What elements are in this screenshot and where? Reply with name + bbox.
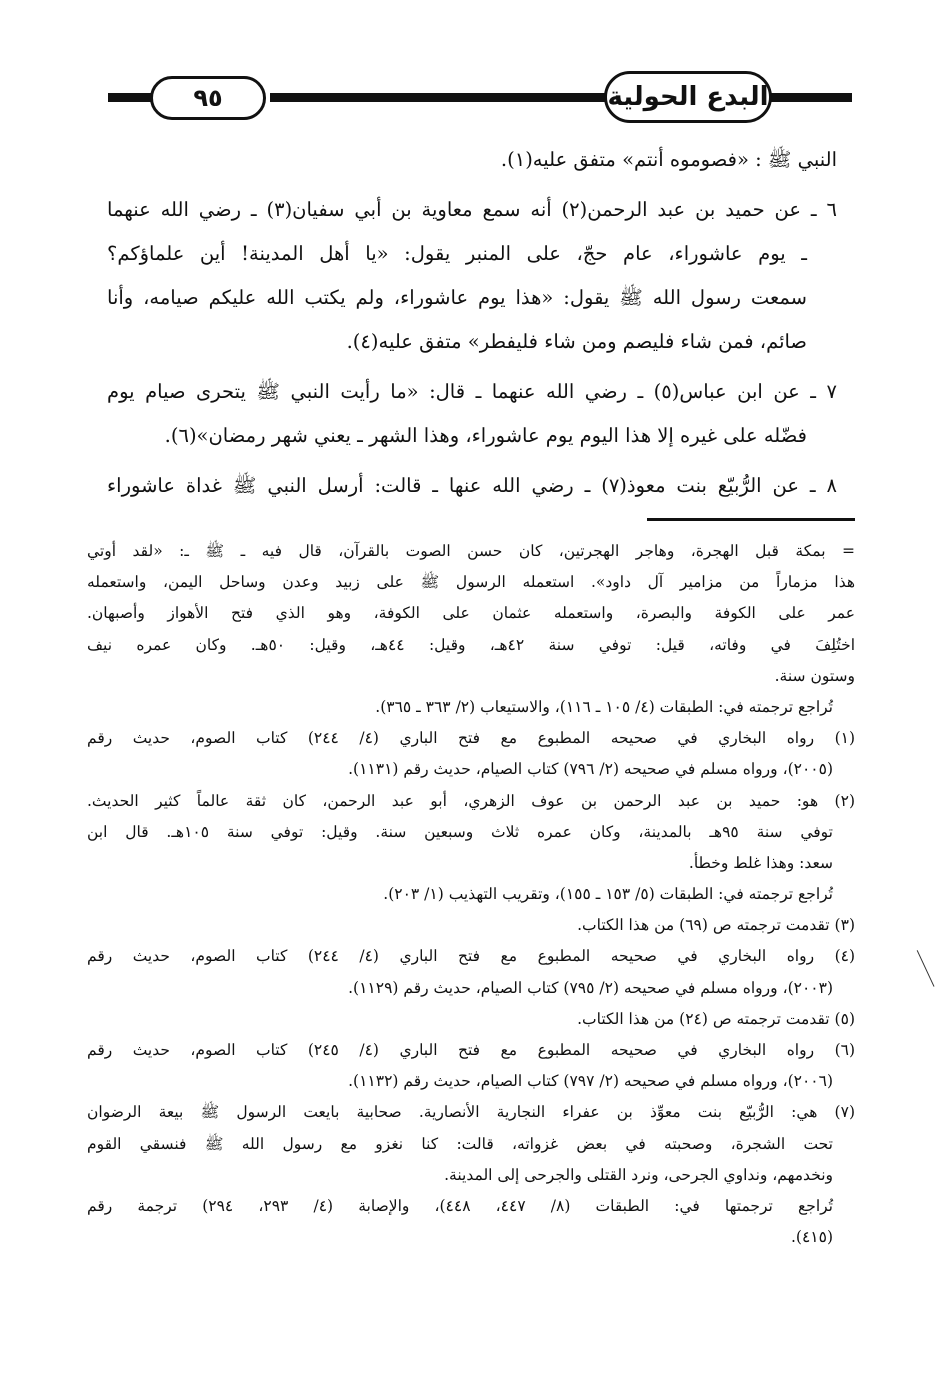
footnote-line: توفي سنة ٩٥هـ بالمدينة، وكان عمره ثلاث وسبعين سنة. وقيل: توفي سنة ١٠٥هـ. قال ابن xyxy=(87,822,833,841)
main-line: ٨ ـ عن الرُّبيّع بنت معوذ(٧) ـ رضي الله عنها ـ قالت: أرسل النبي ﷺ غداة عاشوراء xyxy=(107,474,837,497)
footnotes xyxy=(87,536,855,1253)
header-rule-left xyxy=(108,93,152,102)
running-header xyxy=(108,68,852,128)
footnote-line: = بمكة قبل الهجرة، وهاجر الهجرتين، كان حسن الصوت بالقرآن، قال فيه ـ ﷺ ـ: «لقد أوتي xyxy=(87,542,855,560)
footnote-line: (٣) تقدمت ترجمته ص (٦٩) من هذا الكتاب. xyxy=(577,916,855,935)
footnote-line: عمر على الكوفة والبصرة، واستعمله عثمان على الكوفة، وهو الذي فتح الأهواز وأصبهان. xyxy=(87,604,855,623)
footnote-line: (٧) هي: الرُّبيّع بنت معوِّذ بن عفراء النجارية الأنصارية. صحابية بايعت الرسول ﷺ بيعة الرضوان xyxy=(87,1103,855,1122)
main-line: ٦ ـ عن حميد بن عبد الرحمن(٢) أنه سمع معاوية بن أبي سفيان(٣) ـ رضي الله عنهما xyxy=(107,198,837,221)
header-rule-middle xyxy=(270,93,612,102)
footnote-line: (٢) هو: حميد بن عبد الرحمن بن عوف الزهري، أبو عبد الرحمن، كان ثقة عالماً كثير الحديث. xyxy=(87,791,855,810)
footnote-line: سعد: وهذا غلط وخطأ. xyxy=(688,853,833,872)
footnote-separator xyxy=(647,518,855,521)
main-line: سمعت رسول الله ﷺ يقول: «هذا يوم عاشوراء، ولم يكتب الله عليكم صيامه، وأنا xyxy=(107,286,807,309)
footnote-line: تُراجع ترجمته في: الطبقات (٤/ ١٠٥ ـ ١١٦)، والاستيعاب (٢/ ٣٦٣ ـ ٣٦٥). xyxy=(375,697,833,716)
main-line: النبي ﷺ : «فصوموه أنتم» متفق عليه(١). xyxy=(500,148,837,171)
main-text xyxy=(107,138,837,508)
main-line: صائم، فمن شاء فليصم ومن شاء فليفطر» متفق عليه(٤). xyxy=(346,330,807,353)
main-line: فضّله على غيره إلا هذا اليوم يوم عاشوراء، وهذا الشهر ـ يعني شهر رمضان»(٦). xyxy=(164,424,807,447)
header-rule-right xyxy=(770,93,852,102)
scan-mark xyxy=(917,949,937,987)
footnote-line: (٢٠٠٣)، ورواه مسلم في صحيحه (٢/ ٧٩٥) كتاب الصيام، حديث رقم (١١٢٩). xyxy=(348,978,833,997)
footnote-line: (٦) رواه البخاري في صحيحه المطبوع مع فتح الباري (٤/ ٢٤٥) كتاب الصوم، حديث رقم xyxy=(87,1041,856,1059)
footnote-line: هذا مزماراً من مزامير آل داود». استعمله الرسول ﷺ على زبيد وعدن وساحل اليمن، واستعمله xyxy=(87,573,855,592)
footnote-line: اختُلِفَ في وفاته، قيل: توفي سنة ٤٢هـ، وقيل: ٤٤هـ، وقيل: ٥٠هـ. وكان عمره نيف xyxy=(87,635,855,654)
footnote-line: (٢٠٠٥)، ورواه مسلم في صحيحه (٢/ ٧٩٦) كتاب الصيام، حديث رقم (١١٣١). xyxy=(348,760,833,779)
main-line: ـ يوم عاشوراء، عام حجّ، على المنبر يقول: «يا أهل المدينة! أين علماؤكم؟ xyxy=(107,242,807,265)
footnote-line: تُراجع ترجمته في: الطبقات (٥/ ١٥٣ ـ ١٥٥)، وتقريب التهذيب (١/ ٢٠٣). xyxy=(383,885,833,904)
footnote-line: (٢٠٠٦)، ورواه مسلم في صحيحه (٢/ ٧٩٧) كتاب الصيام، حديث رقم (١١٣٢). xyxy=(348,1072,833,1091)
footnote-line: (١) رواه البخاري في صحيحه المطبوع مع فتح الباري (٤/ ٢٤٤) كتاب الصوم، حديث رقم xyxy=(87,729,856,748)
footnote-line: (٥) تقدمت ترجمته ص (٢٤) من هذا الكتاب. xyxy=(577,1009,855,1028)
footnote-line: (٤١٥). xyxy=(790,1228,833,1247)
footnote-line: (٤) رواه البخاري في صحيحه المطبوع مع فتح الباري (٤/ ٢٤٤) كتاب الصوم، حديث رقم xyxy=(87,947,856,966)
footnote-line: تُراجع ترجمتها في: الطبقات (٨/ ٤٤٧، ٤٤٨)، والإصابة (٤/ ٢٩٣، ٢٩٤) ترجمة رقم xyxy=(87,1196,833,1215)
footnote-line: تحت الشجرة، وصحبته في بعض غزواته، قالت: كنا نغزو مع رسول الله ﷺ فنسقي القوم xyxy=(87,1134,833,1153)
page-number: ٩٥ xyxy=(150,76,266,120)
footnote-line: ونخدمهم، ونداوي الجرحى، ونرد القتلى والجرحى إلى المدينة. xyxy=(444,1165,833,1184)
main-line: ٧ ـ عن ابن عباس(٥) ـ رضي الله عنهما ـ قال: «ما رأيت النبي ﷺ يتحرى صيام يوم xyxy=(107,380,837,403)
chapter-title: البدع الحولية xyxy=(604,71,772,123)
footnote-line: وستون سنة. xyxy=(774,666,855,685)
